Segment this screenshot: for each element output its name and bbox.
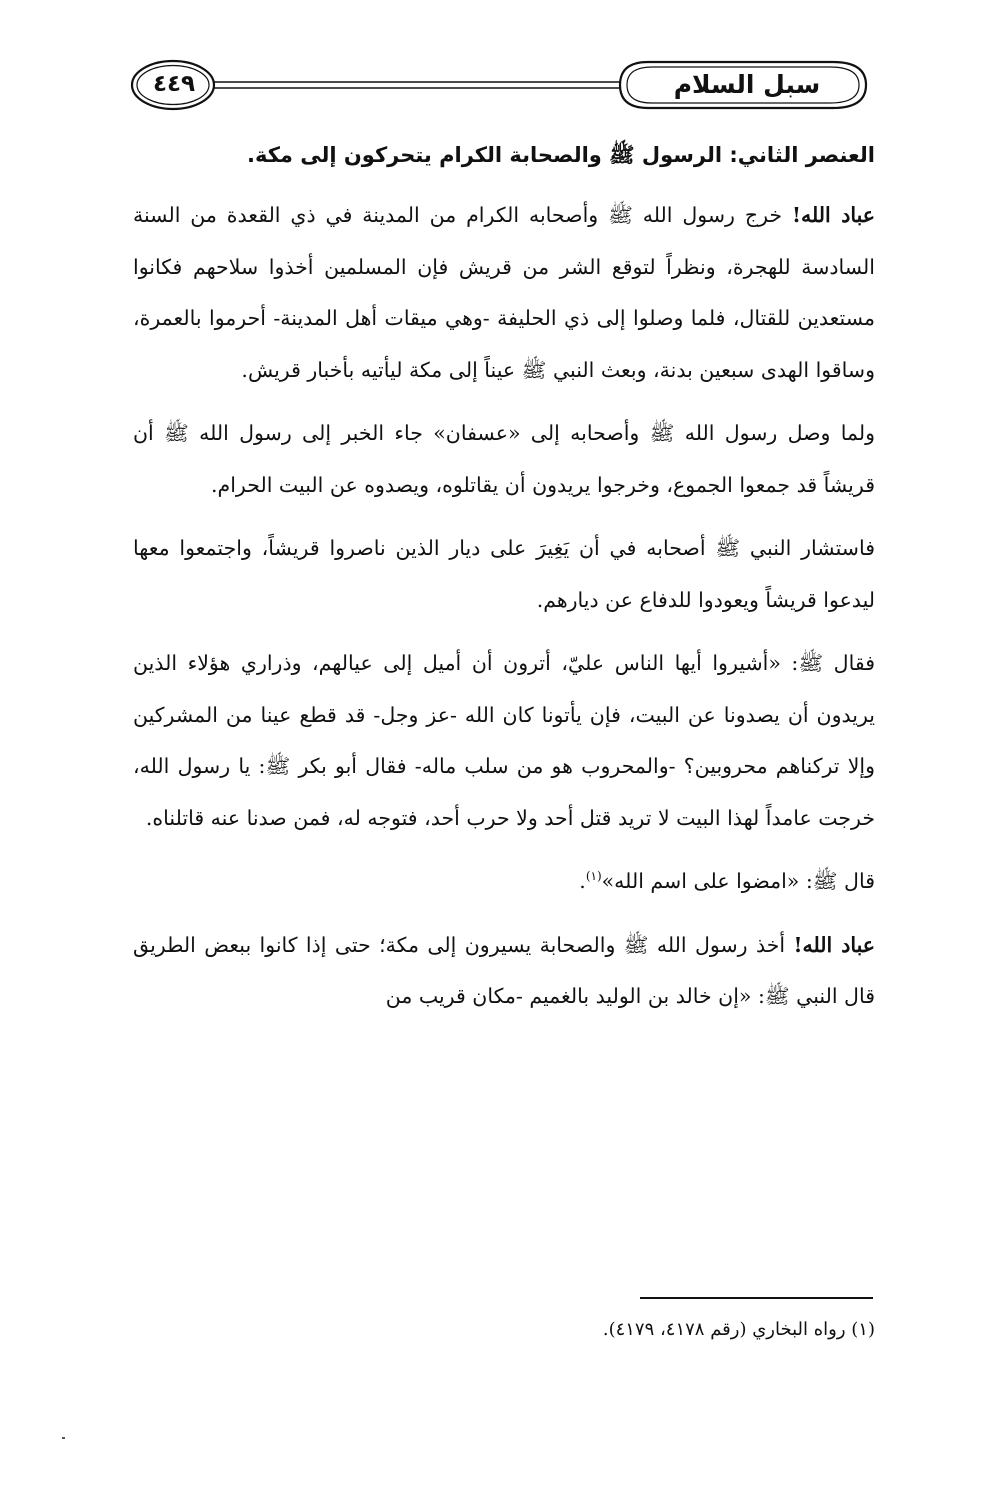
paragraph-5 bbox=[133, 856, 875, 908]
paragraph-6 bbox=[133, 920, 875, 1023]
section-heading: العنصر الثاني: الرسول ﷺ والصحابة الكرام يتحركون إلى مكة. bbox=[246, 143, 875, 167]
paragraph-lead: عباد الله! bbox=[791, 203, 876, 227]
book-title: سبل السلام bbox=[673, 70, 821, 99]
paragraph-text: فقال ﷺ: «أشيروا أيها الناس عليّ، أترون أن أميل إلى عيالهم، وذراري هؤلاء الذين يريدون أن يصدونا عن البيت، فإن يأتونا كان الله -عز وجل- قد قطع عينا من المشركين وإلا تركناهم محروبين؟ -والمحروب هو من سلب ماله- فقال أبو بكر ﷺ: يا رسول الله، خرجت عامداً لهذا البيت لا تريد قتل أحد ولا حرب أحد، فتوجه له، فمن صدنا عنه قاتلناه. bbox=[133, 651, 875, 830]
paragraph-text: أخذ رسول الله ﷺ والصحابة يسيرون إلى مكة؛ حتى إذا كانوا ببعض الطريق قال النبي ﷺ: «إن خالد بن الوليد بالغميم -مكان قريب من bbox=[133, 932, 875, 1008]
paragraph-text: ولما وصل رسول الله ﷺ وأصحابه إلى «عسفان» جاء الخبر إلى رسول الله ﷺ أن قريشاً قد جمعوا الجموع، وخرجوا يريدون أن يقاتلوه، ويصدوه عن البيت الحرام. bbox=[133, 421, 875, 497]
footnote: (١) رواه البخاري (رقم ٤١٧٨، ٤١٧٩). bbox=[602, 1319, 875, 1340]
paragraph-1 bbox=[133, 190, 875, 396]
paragraph-end: . bbox=[579, 869, 586, 893]
paragraph-4 bbox=[133, 638, 875, 844]
page-number: ٤٤٩ bbox=[152, 71, 196, 97]
paragraph-2 bbox=[133, 408, 875, 511]
page-header bbox=[128, 52, 874, 122]
footnote-separator bbox=[640, 1297, 873, 1299]
scan-speck bbox=[62, 1437, 65, 1439]
footnote-ref: (١) bbox=[585, 869, 602, 884]
page-body bbox=[133, 132, 875, 1023]
paragraph-lead: عباد الله! bbox=[793, 932, 875, 957]
paragraph-3 bbox=[133, 523, 875, 626]
paragraph-text: خرج رسول الله ﷺ وأصحابه الكرام من المدينة في ذي القعدة من السنة السادسة للهجرة، ونظراً لتوقع الشر من قريش فإن المسلمين أخذوا سلاحهم فكانوا مستعدين للقتال، فلما وصلوا إلى ذي الحليفة -وهي ميقات أهل المدينة- أحرموا بالعمرة، وساقوا الهدى سبعين بدنة، وبعث النبي ﷺ عيناً إلى مكة ليأتيه بأخبار قريش. bbox=[133, 203, 875, 382]
paragraph-text: قال ﷺ: «امضوا على اسم الله» bbox=[601, 869, 875, 893]
paragraph-text: فاستشار النبي ﷺ أصحابه في أن يَغِيرَ على ديار الذين ناصروا قريشاً، واجتمعوا معها ليدعوا قريشاً ويعودوا للدفاع عن ديارهم. bbox=[133, 536, 875, 612]
